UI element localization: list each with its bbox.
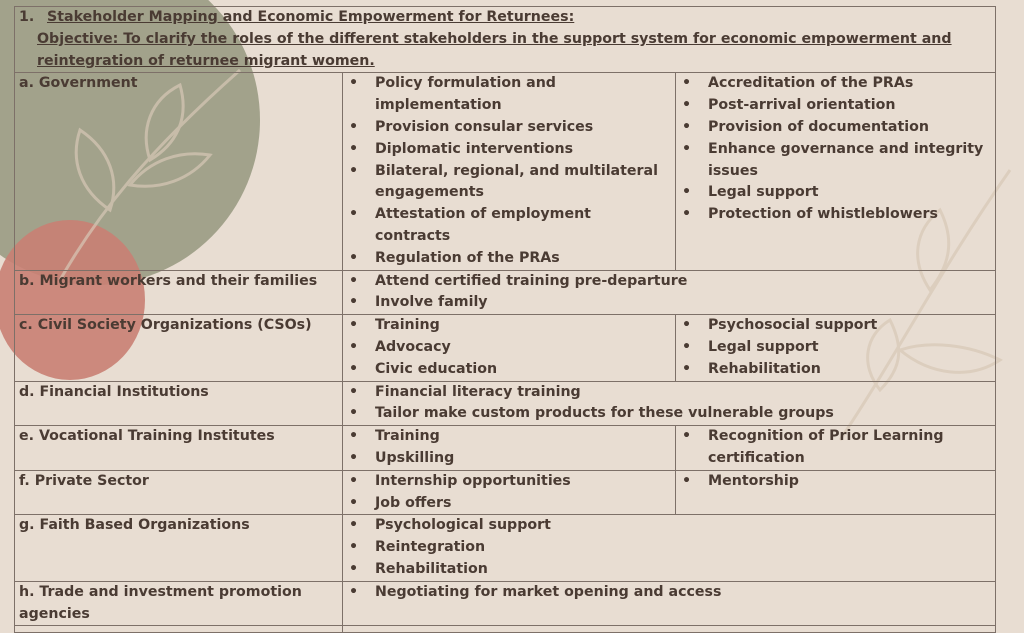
bullet-item — [680, 73, 991, 95]
bullet-icon: • — [349, 560, 359, 577]
bullet-list — [347, 73, 671, 269]
bullet-text: Job offers — [375, 494, 452, 511]
bullet-text: Advocacy — [375, 338, 451, 355]
bullet-text: Psychosocial support — [708, 317, 878, 334]
bullet-icon: • — [349, 140, 359, 157]
bullet-list — [680, 315, 991, 380]
bullet-item — [680, 315, 991, 337]
bullet-item — [347, 493, 671, 515]
bullet-text: Negotiating for market opening and access — [375, 583, 722, 600]
bullet-item — [680, 182, 991, 204]
bullet-text: Protection of whistleblowers — [708, 206, 938, 223]
bullet-icon: • — [682, 338, 692, 355]
bullet-text: Legal support — [708, 338, 819, 355]
bullet-icon: • — [349, 405, 359, 422]
stakeholder-row — [15, 426, 996, 471]
bullet-list — [347, 426, 671, 470]
bullet-list — [347, 271, 991, 315]
bullet-item — [680, 426, 991, 470]
section-title: Stakeholder Mapping and Economic Empowerment for Returnees: — [47, 9, 575, 25]
bullet-text: Bilateral, regional, and multilateral engagements — [375, 162, 658, 201]
roles-cell — [343, 381, 996, 426]
roles-cell — [343, 515, 996, 581]
roles-cell — [343, 470, 676, 515]
bullet-text: Accreditation of the PRAs — [708, 75, 914, 92]
bullet-list — [680, 471, 991, 493]
bullet-text: Legal support — [708, 184, 819, 201]
bullet-item — [347, 537, 991, 559]
bullet-icon: • — [682, 360, 692, 377]
bullet-text: Provision consular services — [375, 118, 594, 135]
bullet-item — [347, 359, 671, 381]
bullet-text: Civic education — [375, 360, 498, 377]
bullet-item — [347, 292, 991, 314]
stakeholder-name: b. Migrant workers and their families — [15, 270, 343, 315]
bullet-item — [347, 582, 991, 604]
stakeholder-row — [15, 581, 996, 626]
bullet-item — [680, 471, 991, 493]
stakeholder-name: c. Civil Society Organizations (CSOs) — [15, 315, 343, 381]
bullet-list — [347, 315, 671, 380]
stakeholder-row — [15, 515, 996, 581]
bullet-text: Post-arrival orientation — [708, 97, 896, 114]
roles-cell — [343, 270, 996, 315]
stakeholder-name: e. Vocational Training Institutes — [15, 426, 343, 471]
table-header-row — [15, 7, 996, 73]
roles-cell — [343, 581, 996, 626]
bullet-icon: • — [682, 184, 692, 201]
bullet-item — [347, 471, 671, 493]
bullet-list — [347, 515, 991, 580]
bullet-list — [680, 73, 991, 226]
bullet-item — [347, 73, 671, 117]
bullet-text: Tailor make custom products for these vulnerable groups — [375, 405, 834, 422]
bullet-icon: • — [682, 75, 692, 92]
bullet-text: Mentorship — [708, 472, 799, 489]
table-header-cell — [15, 7, 996, 73]
bullet-item — [347, 161, 671, 205]
bullet-text: Rehabilitation — [708, 360, 821, 377]
roles-cell-secondary — [676, 73, 996, 270]
bullet-item — [347, 515, 991, 537]
bullet-text: Training — [375, 317, 440, 334]
bullet-icon: • — [349, 494, 359, 511]
bullet-icon: • — [349, 539, 359, 556]
bullet-icon: • — [349, 118, 359, 135]
bullet-text: Psychological support — [375, 517, 551, 534]
bullet-icon: • — [349, 583, 359, 600]
bullet-item — [347, 426, 671, 448]
stakeholder-row — [15, 381, 996, 426]
bullet-item — [347, 204, 671, 248]
bullet-icon: • — [349, 360, 359, 377]
bullet-item — [680, 204, 991, 226]
bullet-icon: • — [682, 472, 692, 489]
section-objective: Objective: To clarify the roles of the different stakeholders in the support system for economic empowerment and reintegration of returnee migrant women. — [37, 30, 952, 69]
bullet-item — [680, 139, 991, 183]
bullet-icon: • — [349, 449, 359, 466]
stakeholder-row — [15, 315, 996, 381]
bullet-text: Training — [375, 428, 440, 445]
bullet-item — [347, 271, 991, 293]
stakeholder-name: a. Government — [15, 73, 343, 270]
bullet-item — [347, 117, 671, 139]
roles-cell-secondary — [676, 315, 996, 381]
bullet-list — [347, 582, 991, 604]
bullet-item — [680, 117, 991, 139]
bullet-icon: • — [349, 517, 359, 534]
bullet-text: Involve family — [375, 294, 488, 311]
bullet-item — [347, 337, 671, 359]
bullet-text: Attend certified training pre-departure — [375, 272, 688, 289]
bullet-item — [347, 448, 671, 470]
stakeholder-name: g. Faith Based Organizations — [15, 515, 343, 581]
roles-cell — [343, 73, 676, 270]
roles-cell-secondary — [676, 470, 996, 515]
bullet-list — [680, 426, 991, 470]
roles-cell — [343, 426, 676, 471]
bullet-icon: • — [682, 140, 692, 157]
stakeholder-table — [14, 6, 996, 633]
bullet-icon: • — [349, 272, 359, 289]
section-number: 1. — [19, 9, 35, 25]
table-continuation-row — [15, 626, 996, 633]
bullet-list — [347, 382, 991, 426]
bullet-icon: • — [682, 118, 692, 135]
bullet-icon: • — [349, 472, 359, 489]
bullet-icon: • — [349, 428, 359, 445]
bullet-text: Reintegration — [375, 539, 486, 556]
stakeholder-row — [15, 470, 996, 515]
bullet-item — [347, 139, 671, 161]
roles-cell — [343, 315, 676, 381]
bullet-text: Attestation of employment contracts — [375, 206, 591, 244]
bullet-item — [347, 315, 671, 337]
bullet-icon: • — [349, 249, 359, 266]
stakeholder-name: f. Private Sector — [15, 470, 343, 515]
bullet-icon: • — [349, 317, 359, 334]
bullet-icon: • — [682, 97, 692, 114]
stakeholder-name: d. Financial Institutions — [15, 381, 343, 426]
bullet-text: Financial literacy training — [375, 383, 581, 400]
stakeholder-row — [15, 73, 996, 270]
bullet-icon: • — [349, 162, 359, 179]
stakeholder-row — [15, 270, 996, 315]
bullet-text: Regulation of the PRAs — [375, 249, 560, 266]
empty-cell — [343, 626, 996, 633]
empty-cell — [15, 626, 343, 633]
bullet-item — [347, 248, 671, 270]
bullet-text: Diplomatic interventions — [375, 140, 574, 157]
bullet-item — [347, 403, 991, 425]
bullet-item — [680, 337, 991, 359]
bullet-text: Upskilling — [375, 449, 455, 466]
bullet-list — [347, 471, 671, 515]
bullet-text: Rehabilitation — [375, 560, 488, 577]
bullet-text: Internship opportunities — [375, 472, 571, 489]
bullet-icon: • — [682, 428, 692, 445]
bullet-text: Recognition of Prior Learning certification — [708, 428, 944, 466]
bullet-icon: • — [682, 206, 692, 223]
bullet-item — [680, 359, 991, 381]
roles-cell-secondary — [676, 426, 996, 471]
bullet-icon: • — [682, 317, 692, 334]
bullet-item — [680, 95, 991, 117]
bullet-text: Provision of documentation — [708, 118, 929, 135]
bullet-text: Enhance governance and integrity issues — [708, 140, 984, 179]
bullet-icon: • — [349, 383, 359, 400]
stakeholder-name: h. Trade and investment promotion agencies — [15, 581, 343, 626]
bullet-text: Policy formulation and implementation — [375, 75, 556, 114]
bullet-icon: • — [349, 338, 359, 355]
bullet-icon: • — [349, 206, 359, 223]
bullet-item — [347, 559, 991, 581]
bullet-icon: • — [349, 294, 359, 311]
bullet-item — [347, 382, 991, 404]
bullet-icon: • — [349, 75, 359, 92]
